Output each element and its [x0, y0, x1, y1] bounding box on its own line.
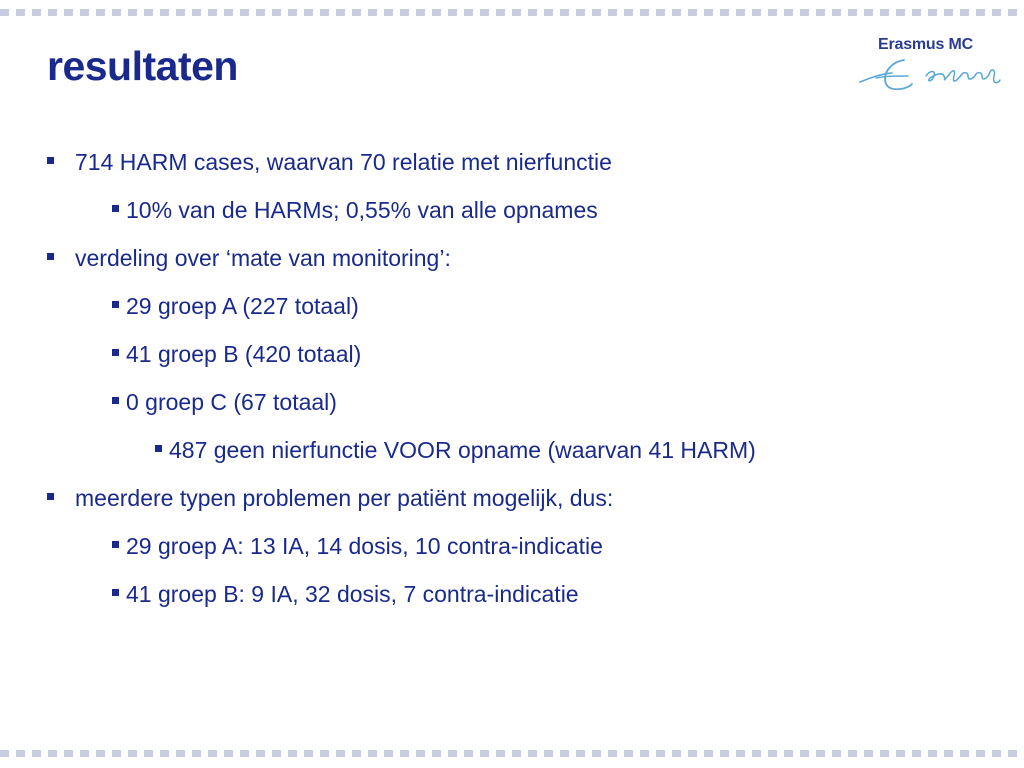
bullet-item — [112, 199, 598, 222]
square-bullet-icon — [112, 301, 119, 308]
square-bullet-icon — [112, 349, 119, 356]
bullet-item — [112, 583, 579, 606]
logo-wordmark: Erasmus MC — [878, 36, 973, 53]
bullet-text: 0 groep C (67 totaal) — [126, 389, 337, 415]
bullet-item — [112, 535, 603, 558]
bullet-item — [47, 487, 613, 510]
bullet-item — [47, 151, 612, 174]
bullet-text: 29 groep A (227 totaal) — [126, 293, 359, 319]
square-bullet-icon — [47, 157, 54, 164]
bullet-text: 29 groep A: 13 IA, 14 dosis, 10 contra-indicatie — [126, 533, 603, 559]
square-bullet-icon — [112, 397, 119, 404]
square-bullet-icon — [155, 445, 162, 452]
bottom-dashed-border — [0, 750, 1024, 757]
bullet-text: 714 HARM cases, waarvan 70 relatie met nierfunctie — [75, 149, 612, 175]
bullet-item — [112, 391, 337, 414]
square-bullet-icon — [47, 253, 54, 260]
bullet-text: meerdere typen problemen per patiënt mogelijk, dus: — [75, 485, 614, 511]
bullet-text: 41 groep B: 9 IA, 32 dosis, 7 contra-indicatie — [126, 581, 579, 607]
bullet-text: 10% van de HARMs; 0,55% van alle opnames — [126, 197, 598, 223]
square-bullet-icon — [47, 493, 54, 500]
bullet-text: verdeling over ‘mate van monitoring’: — [75, 245, 451, 271]
bullet-item — [112, 295, 359, 318]
bullet-item — [155, 439, 756, 462]
square-bullet-icon — [112, 589, 119, 596]
square-bullet-icon — [112, 205, 119, 212]
bullet-item — [47, 247, 451, 270]
bullet-text: 41 groep B (420 totaal) — [126, 341, 362, 367]
bullet-item — [112, 343, 361, 366]
slide-title: resultaten — [47, 43, 238, 89]
square-bullet-icon — [112, 541, 119, 548]
bullet-text: 487 geen nierfunctie VOOR opname (waarvan 41 HARM) — [169, 437, 756, 463]
